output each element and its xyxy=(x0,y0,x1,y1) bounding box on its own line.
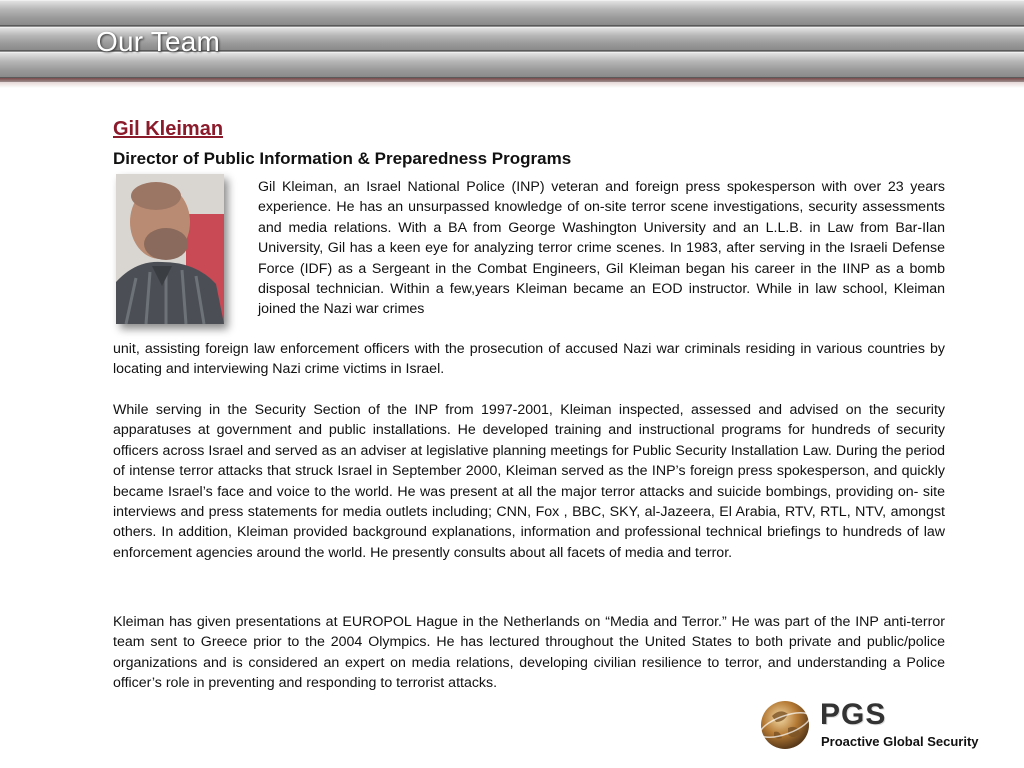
header-shadow xyxy=(0,78,1024,88)
bio-paragraph-1: Gil Kleiman, an Israel National Police (INP) veteran and foreign press spokesperson with over 23 years experience. He has an unsurpassed knowledge of on-site terror scene investigations, security assessments and media relations. With a BA from George Washington University and an L.L.B. in Law from Bar-Ilan University, Gil has a keen eye for analyzing terror crime scenes. In 1983, after serving in the Israeli Defense Force (IDF) as a Sergeant in the Combat Engineers, Gil Kleiman began his career in the IINP as a bomb disposal technician. Within a few,years Kleiman became an EOD instructor. While in law school, Kleiman joined the Nazi war crimes xyxy=(258,179,945,318)
bio-paragraph-4: Kleiman has given presentations at EUROPOL Hague in the Netherlands on “Media and Terror.” He was part of the INP anti-terror team sent to Greece prior to the 2004 Olympics. He has lectured throughout the United States to both private and public/police organizations and is considered an expert on media relations, developing civilian resilience to terror, and understanding a Police officer’s role in preventing and responding to terrorist attacks. xyxy=(113,614,945,692)
person-role: Director of Public Information & Preparedness Programs xyxy=(113,149,572,168)
person-name: Gil Kleiman xyxy=(113,118,224,140)
logo-tagline: Proactive Global Security xyxy=(821,734,979,749)
portrait-illustration xyxy=(116,174,224,324)
bio-paragraph-3: While serving in the Security Section of the INP from 1997-2001, Kleiman inspected, assessed and advised on the security apparatuses at government and public installations. He developed training and instructional programs for hundreds of security officers across Israel and served as an adviser at legislative planning meetings for Public Security Installation Law. During the period of intense terror attacks that struck Israel in September 2000, Kleiman served as the INP’s foreign press spokesperson, and quickly became Israel’s face and voice to the world. He was present at all the major terror attacks and suicide bombings, providing on- site interviews and press statements for media outlets including; CNN, Fox , BBC, SKY, al-Jazeera, El Arabia, RTV, RTL, NTV, amongst others. In addition, Kleiman provided background explanations, information and professional technical briefings to hundreds of law enforcement agencies around the world. He presently consults about all facets of media and terror. xyxy=(113,402,945,561)
pgs-logo xyxy=(758,696,998,756)
header-stripe-top xyxy=(0,0,1024,26)
portrait-photo xyxy=(116,174,224,324)
page-title: Our Team xyxy=(96,26,221,57)
globe-icon xyxy=(758,698,812,752)
bio-paragraph-2: unit, assisting foreign law enforcement officers with the prosecution of accused Nazi war criminals residing in various countries by locating and interviewing Nazi crime victims in Israel. xyxy=(113,341,945,378)
logo-brand: PGS xyxy=(820,698,887,731)
